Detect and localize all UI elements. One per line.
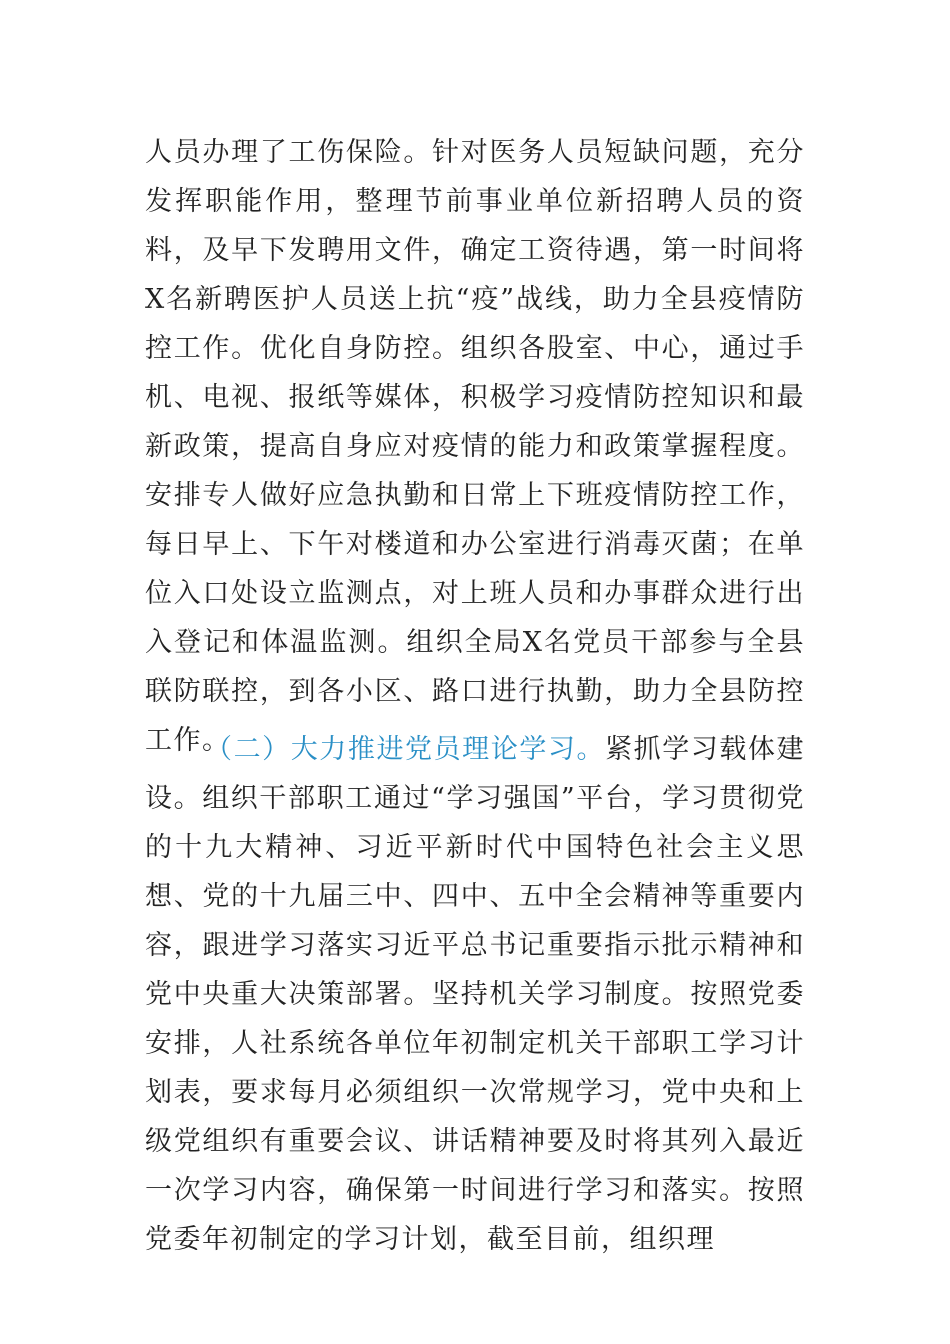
- section-body-text: 紧抓学习载体建设。组织干部职工通过“学习强国”平台，学习贯彻党的十九大精神、习近平新时代中国特色社会主义思想、党的十九届三中、四中、五中全会精神等重要内容，跟进学习落实习近平总书记重要指示批示精神和党中央重大决策部署。坚持机关学习制度。按照党委安排，人社系统各单位年初制定机关干部职工学习计划表，要求每月必须组织一次常规学习，党中央和上级党组织有重要会议、讲话精神要及时将其列入最近一次学习内容，确保第一时间进行学习和落实。按照党委年初制定的学习计划，截至目前，组织理: [145, 734, 806, 1255]
- section-heading: （二）大力推进党员理论学习。: [205, 734, 606, 765]
- paragraph-continuation: 人员办理了工伤保险。针对医务人员短缺问题，充分发挥职能作用，整理节前事业单位新招聘人员的资料，及早下发聘用文件，确定工资待遇，第一时间将X名新聘医护人员送上抗“疫”战线，助力全县疫情防控工作。优化自身防控。组织各股室、中心，通过手机、电视、报纸等媒体，积极学习疫情防控知识和最新政策，提高自身应对疫情的能力和政策掌握程度。安排专人做好应急执勤和日常上下班疫情防控工作，每日早上、下午对楼道和办公室进行消毒灭菌；在单位入口处设立监测点，对上班人员和办事群众进行出入登记和体温监测。组织全局X名党员干部参与全县联防联控，到各小区、路口进行执勤，助力全县防控工作。: [145, 137, 805, 756]
- paragraph-section-two: [145, 725, 805, 1264]
